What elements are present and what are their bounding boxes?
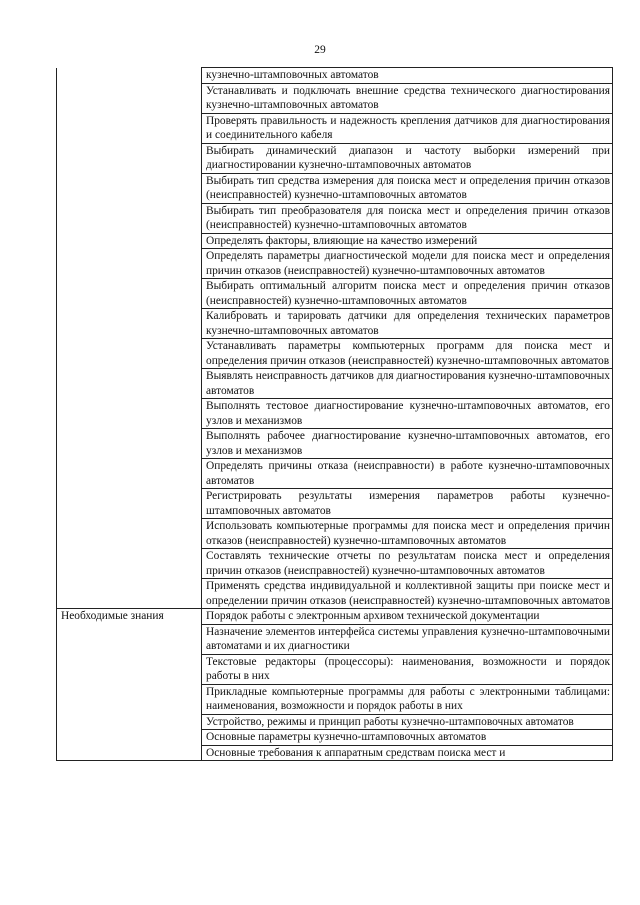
table-row bbox=[57, 609, 613, 625]
requirements-table bbox=[56, 67, 613, 761]
row-label-cell: Необходимые знания bbox=[57, 609, 202, 761]
item-cell: Текстовые редакторы (процессоры): наименования, возможности и порядок работы в них bbox=[202, 654, 613, 684]
item-cell: Регистрировать результаты измерения параметров работы кузнечно-штамповочных автоматов bbox=[202, 489, 613, 519]
item-cell: Использовать компьютерные программы для поиска мест и определения причин отказов (неисправностей) кузнечно-штамповочных автоматов bbox=[202, 519, 613, 549]
item-cell: Основные параметры кузнечно-штамповочных автоматов bbox=[202, 730, 613, 746]
item-cell: Определять причины отказа (неисправности) в работе кузнечно-штамповочных автоматов bbox=[202, 459, 613, 489]
item-cell: Основные требования к аппаратным средствам поиска мест и bbox=[202, 745, 613, 761]
item-cell: Выбирать тип преобразователя для поиска мест и определения причин отказов (неисправностей) кузнечно-штамповочных автоматов bbox=[202, 203, 613, 233]
item-cell: Выполнять тестовое диагностирование кузнечно-штамповочных автоматов, его узлов и механизмов bbox=[202, 399, 613, 429]
item-cell: Определять факторы, влияющие на качество измерений bbox=[202, 233, 613, 249]
item-cell: Применять средства индивидуальной и коллективной защиты при поиске мест и определении причин отказов (неисправностей) кузнечно-штамповочных автоматов bbox=[202, 579, 613, 609]
page-number: 29 bbox=[314, 44, 326, 56]
item-cell: Назначение элементов интерфейса системы управления кузнечно-штамповочными автоматами и их диагностики bbox=[202, 624, 613, 654]
item-cell: Калибровать и тарировать датчики для определения технических параметров кузнечно-штамповочных автоматов bbox=[202, 309, 613, 339]
item-cell: Выявлять неисправность датчиков для диагностирования кузнечно-штамповочных автоматов bbox=[202, 369, 613, 399]
item-cell: Определять параметры диагностической модели для поиска мест и определения причин отказов (неисправностей) кузнечно-штамповочных автоматов bbox=[202, 249, 613, 279]
item-cell: Выбирать тип средства измерения для поиска мест и определения причин отказов (неисправностей) кузнечно-штамповочных автоматов bbox=[202, 173, 613, 203]
item-cell: Устройство, режимы и принцип работы кузнечно-штамповочных автоматов bbox=[202, 714, 613, 730]
item-cell: Составлять технические отчеты по результатам поиска мест и определения причин отказов (неисправностей) кузнечно-штамповочных автоматов bbox=[202, 549, 613, 579]
table-row bbox=[57, 68, 613, 84]
item-cell: Проверять правильность и надежность крепления датчиков для диагностирования и соединительного кабеля bbox=[202, 113, 613, 143]
item-cell: Устанавливать и подключать внешние средства технического диагностирования кузнечно-штамповочных автоматов bbox=[202, 83, 613, 113]
item-cell: Выбирать оптимальный алгоритм поиска мест и определения причин отказов (неисправностей) кузнечно-штамповочных автоматов bbox=[202, 279, 613, 309]
item-cell: Выбирать динамический диапазон и частоту выборки измерений при диагностировании кузнечно-штамповочных автоматов bbox=[202, 143, 613, 173]
item-cell: кузнечно-штамповочных автоматов bbox=[202, 68, 613, 84]
row-label-cell bbox=[57, 68, 202, 609]
item-cell: Прикладные компьютерные программы для работы с электронными таблицами: наименования, возможности и порядок работы в них bbox=[202, 684, 613, 714]
item-cell: Устанавливать параметры компьютерных программ для поиска мест и определения причин отказов (неисправностей) кузнечно-штамповочных автоматов bbox=[202, 339, 613, 369]
item-cell: Порядок работы с электронным архивом технической документации bbox=[202, 609, 613, 625]
item-cell: Выполнять рабочее диагностирование кузнечно-штамповочных автоматов, его узлов и механизмов bbox=[202, 429, 613, 459]
